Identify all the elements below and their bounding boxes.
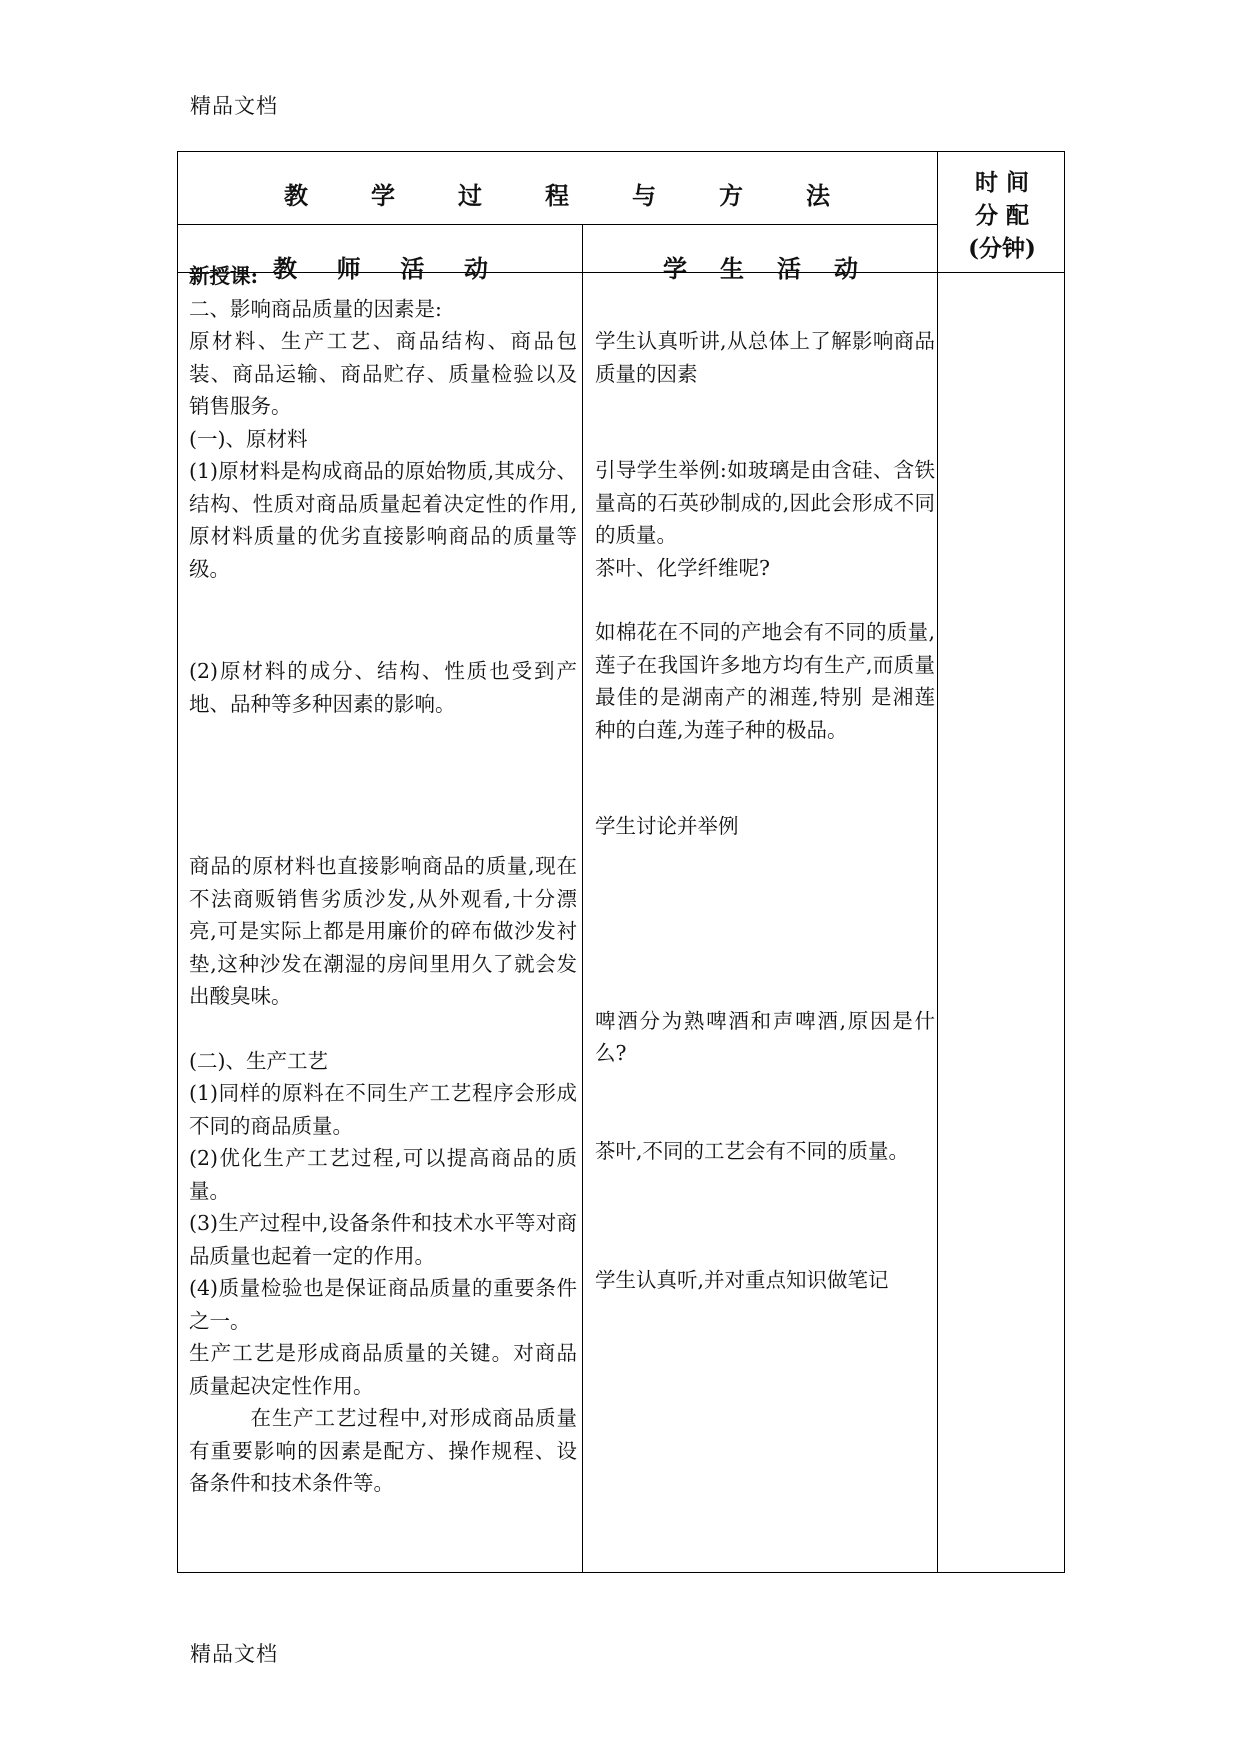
watermark-top: 精品文档 — [190, 94, 278, 118]
process-point-4: (4)质量检验也是保证商品质量的重要条件之一。 — [189, 1276, 577, 1333]
student-note-1: 学生认真听讲,从总体上了解影响商品质量的因素 — [595, 329, 935, 386]
raw-material-example: 商品的原材料也直接影响商品的质量,现在不法商贩销售劣质沙发,从外观看,十分漂亮,可是实际上都是用廉价的碎布做沙发衬垫,这种沙发在潮湿的房间里用久了就会发出酸臭味。 — [189, 854, 577, 1008]
header-char: 师 — [336, 254, 361, 283]
header-char: 法 — [806, 181, 830, 210]
header-char: 方 — [719, 181, 743, 210]
divider-time-column — [937, 152, 938, 1572]
process-point-2: (2)优化生产工艺过程,可以提高商品的质量。 — [189, 1146, 577, 1203]
student-note-2: 引导学生举例:如玻璃是由含硅、含铁量高的石英砂制成的,因此会形成不同的质量。 — [595, 458, 935, 547]
process-factors: 在生产工艺过程中,对形成商品质量有重要影响的因素是配方、操作规程、设备条件和技术条件等。 — [189, 1406, 577, 1495]
student-note-3: 茶叶、化学纤维呢? — [595, 555, 770, 580]
process-key-statement: 生产工艺是形成商品质量的关键。对商品质量起决定性作用。 — [189, 1341, 577, 1398]
lesson-table — [177, 151, 1065, 1573]
header-time-line: (分钟) — [968, 235, 1036, 262]
student-activity-column — [595, 260, 935, 1297]
student-note-8: 学生认真听,并对重点知识做笔记 — [595, 1268, 889, 1292]
process-point-1: (1)同样的原料在不同生产工艺程序会形成不同的商品质量。 — [189, 1081, 577, 1138]
divider-teacher-student — [582, 224, 583, 1572]
header-time-line: 分 配 — [974, 202, 1029, 229]
header-time-allocation — [938, 166, 1066, 265]
header-teaching-process — [178, 176, 938, 211]
header-char: 学 — [371, 181, 395, 210]
new-lesson-label: 新授课: — [189, 264, 259, 288]
header-char: 与 — [632, 181, 656, 210]
header-char: 程 — [545, 181, 569, 210]
process-title: (二)、生产工艺 — [189, 1048, 328, 1073]
header-char: 学 — [663, 254, 687, 283]
header-char: 教 — [284, 181, 308, 210]
teacher-activity-column — [189, 260, 577, 1500]
student-note-7: 茶叶,不同的工艺会有不同的质量。 — [595, 1138, 910, 1163]
raw-material-title: (一)、原材料 — [189, 426, 308, 451]
header-char: 活 — [777, 254, 801, 283]
factors-list: 原材料、生产工艺、商品结构、商品包装、商品运输、商品贮存、质量检验以及销售服务。 — [189, 329, 577, 418]
header-time-line: 时 间 — [974, 169, 1029, 196]
header-char: 动 — [834, 254, 858, 283]
raw-material-point-2: (2)原材料的成分、结构、性质也受到产地、品种等多种因素的影响。 — [189, 659, 577, 716]
raw-material-point-1: (1)原材料是构成商品的原始物质,其成分、结构、性质对商品质量起着决定性的作用,原材料质量的优劣直接影响商品的质量等级。 — [189, 459, 577, 581]
factors-title: 二、影响商品质量的因素是: — [189, 296, 442, 321]
header-char: 教 — [273, 254, 297, 283]
watermark-bottom: 精品文档 — [190, 1642, 278, 1666]
divider-header-main — [178, 224, 938, 225]
student-note-5: 学生讨论并举例 — [595, 814, 739, 838]
student-note-4: 如棉花在不同的产地会有不同的质量,莲子在我国许多地方均有生产,而质量最佳的是湖南产的湘莲,特别 是湘莲种的白莲,为莲子种的极品。 — [595, 620, 935, 742]
header-char: 动 — [463, 254, 488, 283]
process-point-3: (3)生产过程中,设备条件和技术水平等对商品质量也起着一定的作用。 — [189, 1211, 577, 1268]
student-note-6: 啤酒分为熟啤酒和声啤酒,原因是什么? — [595, 1008, 935, 1065]
header-char: 生 — [720, 254, 744, 283]
header-char: 活 — [400, 254, 425, 283]
header-char: 过 — [458, 181, 482, 210]
